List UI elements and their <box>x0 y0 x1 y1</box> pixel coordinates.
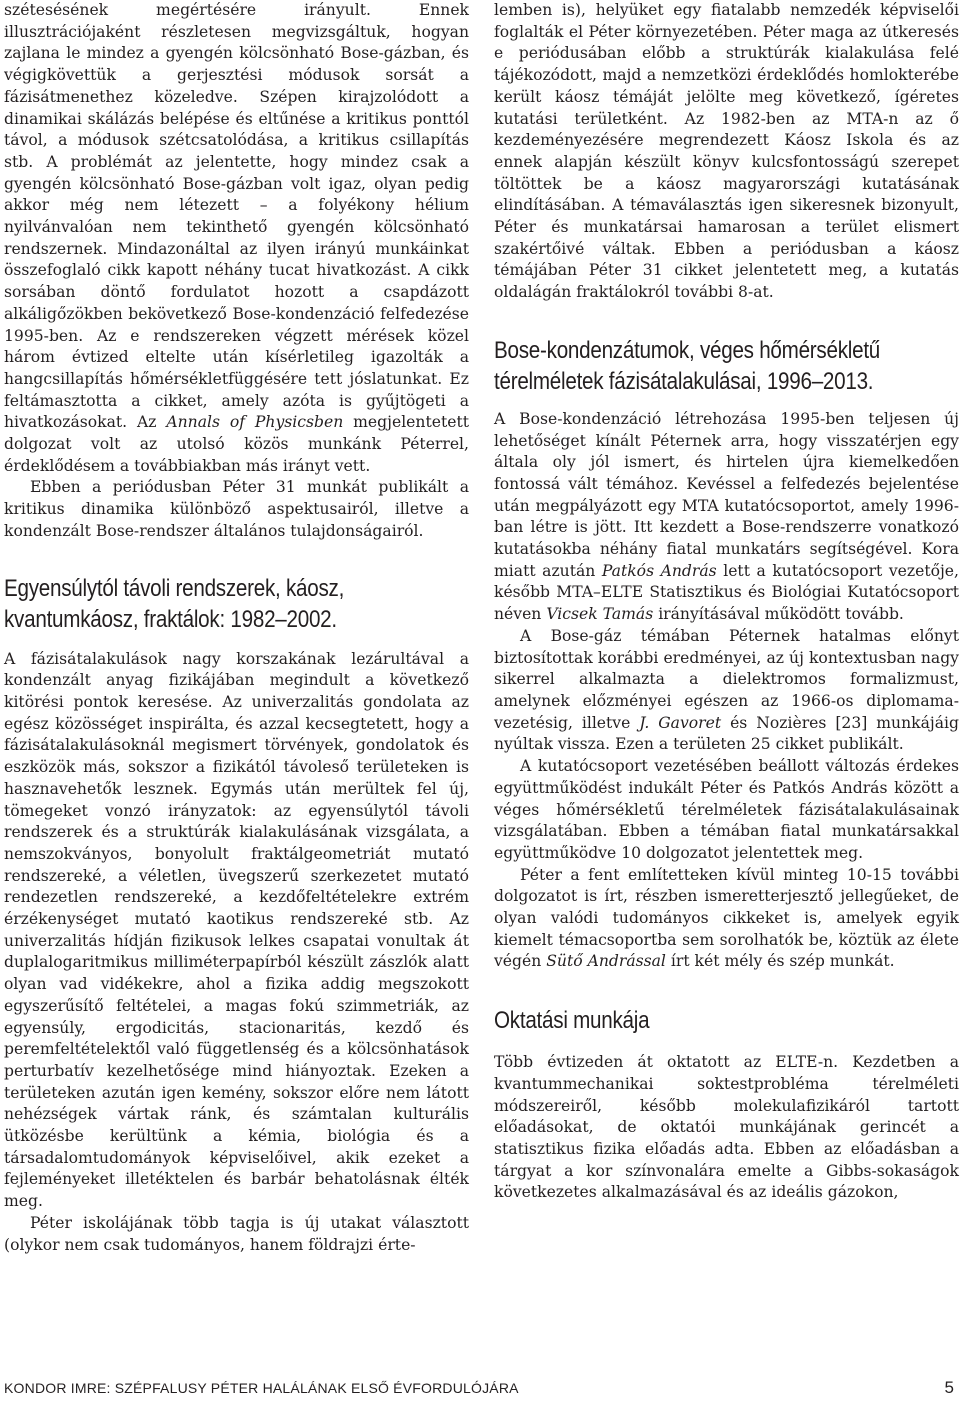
page-number: 5 <box>944 1378 954 1397</box>
person-name: Vicsek Tamás <box>546 605 654 624</box>
paragraph <box>494 865 959 974</box>
person-name: J. Gavoret <box>639 713 722 732</box>
section-heading: Oktatási munkája <box>494 1007 650 1035</box>
paragraph-text: megjelentetett dolgozat volt az utolsó közös munkánk Péterrel, érdeklődésem a továbbiakban más irányt vett. <box>4 413 469 475</box>
paragraph: Több évtizeden át oktatott az ELTE-n. Kezdetben a kvantummechanikai soktestprobléma térelméleti módszereiről, később molekulafizikáról tartott előadásokat, de oktatói munkájának gerincét a statisztikus fizika előadás adta. Ebben az előadásban a tárgyat a kor színvonalára emelte a Gibbs-sokaságok következetes alkalmazásával és az ideális gázokon, <box>494 1053 959 1202</box>
paragraph: Ebben a periódusban Péter 31 munkát publikált a kritikus dinamika különböző aspektusairól, illetve a kondenzált Bose-rendszer általános tulajdonságairól. <box>4 478 469 540</box>
paragraph-text: A Bose-gáz témában Péternek hatalmas előnyt biztosítottak korábbi eredményei, az új kontextusban nagy sikerrel alkalmazta a dielektromos formalizmust, amelynek előzményei egészen az 1966-os diplomama-vezetésig, illetve <box>494 626 959 732</box>
right-column <box>494 0 959 1204</box>
heading-line: Egyensúlytól távoli rendszerek, káosz, <box>4 574 345 602</box>
paragraph: A kutatócsoport vezetésében beállott változás érdekes együttműködést indukált Péter és Patkós András között a véges hőmérsékletű térelméletek fázisátalakulásainak vizsgálatában. Ebben a témában fiatal munkatársakkal együttműködve 10 dolgozatot jelentettek meg. <box>494 757 959 862</box>
heading-line: Bose-kondenzátumok, véges hőmérsékletű <box>494 336 881 364</box>
heading-line: térelméletek fázisátalakulásai, 1996–2013. <box>494 367 874 395</box>
paragraph-text: lett a kutatócsoport vezetője, később MTA–ELTE Statisztikus és Biológiai Kutatócsoport néven <box>494 561 959 624</box>
left-column <box>4 0 469 1256</box>
section-heading <box>494 335 958 397</box>
running-footer-title: KONDOR IMRE: SZÉPFALUSY PÉTER HALÁLÁNAK ELSŐ ÉVFORDULÓJÁRA <box>4 1380 519 1396</box>
paragraph-text: irányításával működött tovább. <box>653 605 904 624</box>
section-heading <box>4 573 468 635</box>
paragraph <box>494 626 959 756</box>
page-footer <box>4 1378 954 1400</box>
paragraph: lemben is), helyüket egy fiatalabb nemzedék képviselői foglalták el Péter környezetében. Péter maga az útkeresés e periódusában előbb a struktúrák kialakulása felé tájékozódott, majd a nemzetközi érdeklődés homlokterébe került káosz témáját jelölte meg következő, ígéretes kutatási területként. Az 1982-ben az MTA-n az ő kezdeményezésére megrendezett Káosz Iskola és az ennek alapján készült könyv kulcsfontosságú szerepet töltöttek be a káosz magyarországi kutatásának elindításában. A témaválasztás igen sikeresnek bizonyult, Péter és munkatársai hamarosan a terület elismert szakértőivé váltak. Ebben a periódusban a káosz témájában Péter 31 cikket jelentetett meg, a kutatás oldalágán fraktálokról további 8-at. <box>494 1 959 302</box>
person-name: Patkós András <box>601 561 717 580</box>
paragraph: A fázisátalakulások nagy korszakának lezárultával a kondenzált anyag fizikájában megindult a következő kitörési pontok keresése. Az univerzalitás gondolata az egész közösséget inspirálta, és azzal kecsegtetett, hogy a fázisátalakulásoknál megismert törvények, gondolatok és eszközök más, sokszor a fizikától távoleső területeken is hasznavehetők lesznek. Egymás után merültek fel új, tömegeket vonzó irányzatok: az egyensúlytól távoli rendszerek és a struktúrák kialakulásának vizsgálata, a nemszokványos, bonyolult fraktálgeometriát mutató rendszereké, a véletlen, üvegszerű szerkezetet mutató rendezetlen rendszereké, a kezdőfeltételekre extrém érzékenységet mutató kaotikus rendszereké stb. Az univerzalitás hídján fizikusok lelkes csapatai vonultak át duplalogaritmikus milliméterpapírból készült zászlók alatt olyan vad vidékekre, ahol a fizika addig megszokott egyszerűsítő feltételei, a magas fokú szimmetriák, az egyensúly, ergodicitás, stacionaritás, kezdő és peremfeltételektől való függetlenség és a kölcsönhatások perturbatív kezelhetősége mind hiányoztak. Ezeken a területeken azután igen kemény, sokszor előre nem látott nehézségek vártak ránk, és számtalan kulturális ütközésbe kerültünk a kémia, biológia és a társadalomtudományok képviselőivel, akik ezeket a fejleményeket illetéktelen és barbár behatolásnak élték meg. <box>4 649 469 1211</box>
person-name: Sütő Andrással <box>546 952 666 971</box>
journal-title: Annals of Physicsben <box>166 413 344 432</box>
paragraph-text: Péter a fent említetteken kívül minteg 10-15 további dolgozatot is írt, részben ismeretterjesztő jellegűeket, de olyan valódi tudományos cikkeket is, amelyek egyik kiemelt témacsoportba sem sorolhatók be, köztük az élete végén <box>494 865 959 971</box>
paragraph-text: írt két mély és szép munkát. <box>665 952 895 971</box>
paragraph-text: szétesésének megértésére irányult. Ennek illusztrációjaként részletesen megvizsgáltuk, hogyan zajlana le mindez a gyengén kölcsönható Bose-gázban, és végigkövettük a gerjesztési módusok sorsát a fázisátmenethez közeledve. Szépen kirajzolódott a dinamikai skálázás belépése és eltűnése a kritikus ponttól távol, a módusok szétcsatolódása, a kritikus csillapítás stb. A problémát az jelentette, hogy mindez csak a gyengén kölcsönható Bose-gázban volt igaz, olyan pedig akkor még nem létezett – a folyékony hélium nyilvánvalóan nem tekinthető gyengén kölcsönható rendszernek. Mindazonáltal az ilyen irányú munkáinkat összefoglaló cikk kapott néhány tucat hivatkozást. A cikk sorsában döntő fordulatot hozott a csapdázott alkáligőzökben bekövetkező Bose-kondenzáció felfedezése 1995-ben. Az e rendszereken végzett mérések közel három évtized eltelte után kísérletileg igazolták a hangcsillapítás hőmérsékletfüggésére tett jóslatunkat. Ez feltámasztotta a cikket, amely azóta is gyűjtögeti a hivatkozásokat. Az <box>4 1 469 432</box>
paragraph <box>494 409 959 626</box>
paragraph-text: és Nozières [23] munkájáig nyúltak vissza. Ezen a területen 25 cikket publikált. <box>494 713 959 754</box>
paragraph-text: A Bose-kondenzáció létrehozása 1995-ben teljesen új lehetőséget kínált Péternek arra, hogy visszatérjen egy általa oly jól ismert, és hirtelen újra kiemelkedően fontossá vált témához. Kevéssel a felfedezés bejelentése után megpályázott egy MTA kutatócsoportot, amely 1996-ban létre is jött. Itt kezdett a Bose-rendszerre vonatkozó kutatásokba néhány fiatal munkatárs segítségével. Kora miatt azután <box>494 409 959 580</box>
heading-line: kvantumkáosz, fraktálok: 1982–2002. <box>4 605 337 633</box>
paragraph: Péter iskolájának több tagja is új utakat választott (olykor nem csak tudományos, hanem földrajzi érte- <box>4 1213 469 1254</box>
paragraph <box>4 0 469 477</box>
